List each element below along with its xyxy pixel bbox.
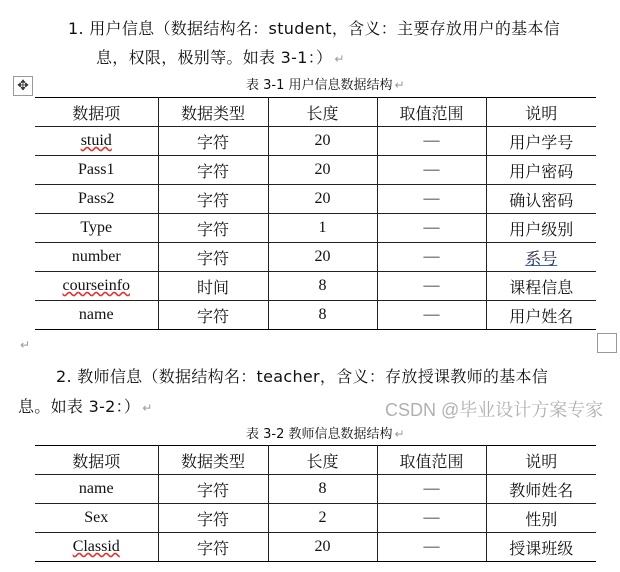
header-cell: 数据类型 <box>158 98 268 127</box>
cell: 20 <box>268 185 377 214</box>
cell: 20 <box>268 156 377 185</box>
cell: 字符 <box>158 504 268 533</box>
cell: name <box>35 475 158 504</box>
cell: 用户学号 <box>486 127 596 156</box>
table1 <box>35 97 596 330</box>
header-cell: 数据类型 <box>158 446 268 475</box>
cell: 字符 <box>158 301 268 330</box>
header-cell: 数据项 <box>35 446 158 475</box>
cell: Pass1 <box>35 156 158 185</box>
cell: — <box>377 301 486 330</box>
table-row <box>35 214 596 243</box>
table-row <box>35 475 596 504</box>
cell: — <box>377 533 486 562</box>
table-row <box>35 533 596 562</box>
header-cell: 长度 <box>268 446 377 475</box>
table-move-handle-icon[interactable]: ✥ <box>13 76 33 96</box>
cell: 20 <box>268 243 377 272</box>
cell: 2 <box>268 504 377 533</box>
cell: stuid <box>35 127 158 156</box>
cell: 用户密码 <box>486 156 596 185</box>
header-cell: 说明 <box>486 98 596 127</box>
table2 <box>35 445 596 562</box>
cell: Pass2 <box>35 185 158 214</box>
cell: number <box>35 243 158 272</box>
para1-line1: 1. 用户信息（数据结构名：student，含义：主要存放用户的基本信 <box>68 19 561 38</box>
header-cell: 说明 <box>486 446 596 475</box>
cell: courseinfo <box>35 272 158 301</box>
cell: 字符 <box>158 243 268 272</box>
cell: 性别 <box>486 504 596 533</box>
cell: 字符 <box>158 533 268 562</box>
cell: 字符 <box>158 214 268 243</box>
table-row <box>35 156 596 185</box>
cell: — <box>377 127 486 156</box>
header-cell: 长度 <box>268 98 377 127</box>
cell: — <box>377 214 486 243</box>
table-row <box>35 243 596 272</box>
cell: 教师姓名 <box>486 475 596 504</box>
cell: — <box>377 156 486 185</box>
cell: — <box>377 475 486 504</box>
cell: 字符 <box>158 156 268 185</box>
watermark: CSDN @毕业设计方案专家 <box>385 400 604 420</box>
para2-line1: 2. 教师信息（数据结构名：teacher，含义：存放授课教师的基本信 <box>56 367 549 386</box>
table-row <box>35 127 596 156</box>
cell: 8 <box>268 301 377 330</box>
cell: — <box>377 272 486 301</box>
header-cell: 数据项 <box>35 98 158 127</box>
cell: — <box>377 504 486 533</box>
cell: — <box>377 185 486 214</box>
cell: 8 <box>268 475 377 504</box>
paragraph-mark: ↵ <box>20 338 31 352</box>
table-resize-handle[interactable] <box>597 333 617 353</box>
para1-line2: 息，权限，极别等。如表 3-1：） ↵ <box>96 48 345 67</box>
cell: 字符 <box>158 185 268 214</box>
table-row <box>35 272 596 301</box>
table-row <box>35 301 596 330</box>
cell: 用户级别 <box>486 214 596 243</box>
table-row <box>35 185 596 214</box>
cell: 20 <box>268 127 377 156</box>
para2-line2: 息。如表 3-2：） ↵ <box>18 397 153 416</box>
header-cell: 取值范围 <box>377 98 486 127</box>
cell: 8 <box>268 272 377 301</box>
cell: 用户姓名 <box>486 301 596 330</box>
table2-caption: 表 3-2 教师信息数据结构 ↵ <box>246 427 405 442</box>
cell: 字符 <box>158 475 268 504</box>
cell: — <box>377 243 486 272</box>
cell: 1 <box>268 214 377 243</box>
cell: 课程信息 <box>486 272 596 301</box>
cell: 授课班级 <box>486 533 596 562</box>
cell: 字符 <box>158 127 268 156</box>
cell: 时间 <box>158 272 268 301</box>
cell: Classid <box>35 533 158 562</box>
cell: 确认密码 <box>486 185 596 214</box>
table-row <box>35 504 596 533</box>
cell: Type <box>35 214 158 243</box>
cell: 系号 <box>486 243 596 272</box>
cell: Sex <box>35 504 158 533</box>
cell: 20 <box>268 533 377 562</box>
header-cell: 取值范围 <box>377 446 486 475</box>
table1-caption: 表 3-1 用户信息数据结构 ↵ <box>246 78 405 93</box>
cell: name <box>35 301 158 330</box>
